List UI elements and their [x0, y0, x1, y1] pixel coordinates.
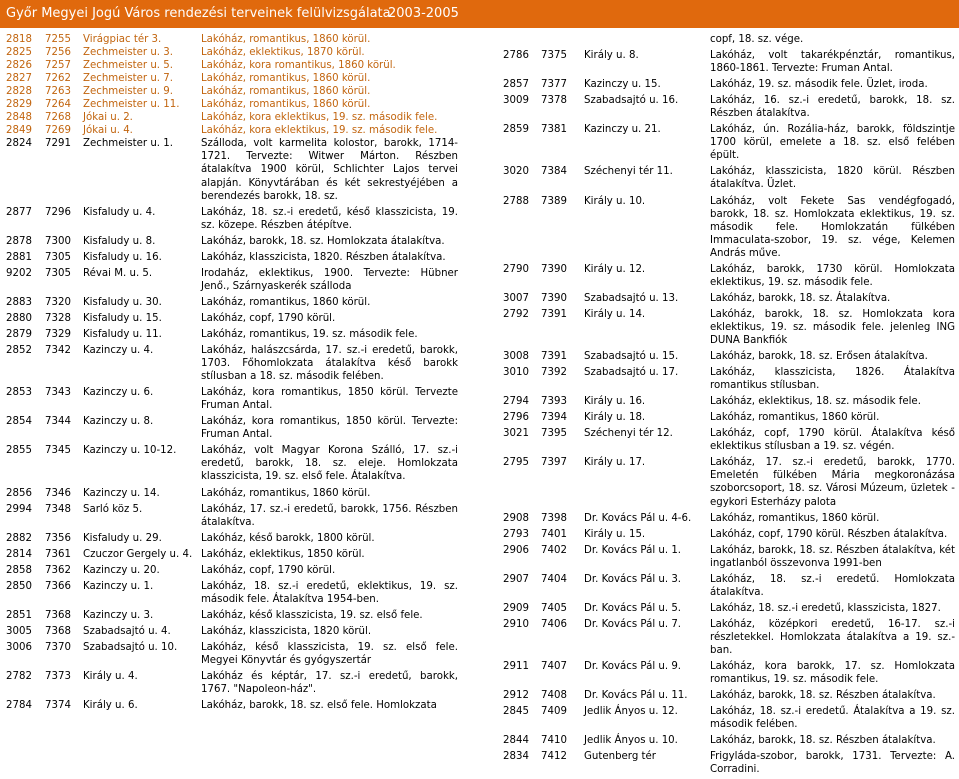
row-lot-number: 7361 [45, 548, 71, 560]
row-building-id: 2853 [6, 387, 32, 399]
row-street-address: Kisfaludy u. 29. [83, 532, 162, 544]
row-lot-number: 7407 [541, 661, 567, 673]
row-street-address: Király u. 15. [584, 528, 646, 540]
row-street-address: Kisfaludy u. 4. [83, 206, 156, 218]
row-street-address: Kisfaludy u. 30. [83, 296, 162, 308]
row-description: Lakóház, romantikus, 1860 körül. [201, 99, 371, 111]
right-column [503, 33, 955, 779]
row-building-id: 2854 [6, 416, 32, 428]
table-row [6, 124, 458, 137]
header-title: Győr Megyei Jogú Város rendezési terveinek felülvizsgálata [6, 6, 391, 21]
table-row [503, 263, 955, 289]
row-lot-number: 7390 [541, 292, 567, 304]
table-row [6, 296, 458, 309]
table-row [503, 78, 955, 91]
table-row [6, 699, 458, 712]
table-row [6, 111, 458, 124]
row-lot-number: 7343 [45, 387, 71, 399]
row-building-id: 2790 [503, 263, 529, 275]
row-description: Lakóház, halászcsárda, 17. sz.-i eredetű, barokk, 1703. Főhomlokzata átalakítva késő barokk stílusban a 18. sz. második felében. [201, 345, 458, 383]
row-lot-number: 7374 [45, 700, 71, 712]
table-row [6, 206, 458, 232]
row-lot-number: 7393 [541, 396, 567, 408]
table-row [503, 165, 955, 191]
table-row [503, 512, 955, 525]
row-building-id: 2909 [503, 602, 529, 614]
row-description: Lakóház, késő klasszicista, 19. sz. első fele. [201, 609, 423, 621]
row-description: Lakóház, barokk, 18. sz. Homlokzata átalakítva. [201, 235, 445, 247]
row-street-address: Czuczor Gergely u. 4. [83, 548, 193, 560]
row-street-address: Szabadsajtó u. 13. [584, 292, 679, 304]
row-description: Lakóház, 18. sz.-i eredetű. Homlokzata átalakítva. [710, 573, 955, 598]
row-street-address: Jedlik Ányos u. 10. [584, 735, 678, 747]
row-description: Lakóház, kora romantikus, 1850 körül. Tervezte Fruman Antal. [201, 387, 458, 412]
row-street-address: Zechmeister u. 5. [83, 60, 173, 72]
row-lot-number: 7392 [541, 367, 567, 379]
row-description: Lakóház, eklektikus, 1850 körül. [201, 548, 365, 560]
table-row [503, 292, 955, 305]
row-description: Lakóház, klasszicista, 1820 körül. [201, 625, 372, 637]
row-lot-number: 7377 [541, 79, 567, 91]
table-row [503, 308, 955, 347]
row-building-id: 2856 [6, 487, 32, 499]
row-street-address: Kazinczy u. 15. [584, 79, 661, 91]
row-street-address: Zechmeister u. 11. [83, 99, 180, 111]
row-building-id: 2844 [503, 735, 529, 747]
table-row [6, 548, 458, 561]
row-building-id: 3005 [6, 625, 32, 637]
row-lot-number: 7346 [45, 487, 71, 499]
row-lot-number: 7378 [541, 95, 567, 107]
row-description: Lakóház, barokk, 18. sz. Részben átalakítva, két ingatlanból összevonva 1991-ben [710, 544, 955, 569]
row-street-address: Szabadsajtó u. 16. [584, 95, 679, 107]
row-lot-number: 7345 [45, 445, 71, 457]
row-description: Lakóház, barokk, 18. sz. Részben átalakítva. [710, 690, 936, 702]
row-lot-number: 7409 [541, 706, 567, 718]
row-street-address: Révai M. u. 5. [83, 267, 153, 279]
row-building-id: 2908 [503, 512, 529, 524]
row-description: Lakóház, barokk, 18. sz. Homlokzata kora eklektikus, 19. sz. második fele. jelenleg ING DUNA Bankfiók [710, 308, 955, 346]
row-building-id: 2852 [6, 345, 32, 357]
table-row [6, 532, 458, 545]
row-building-id: 3006 [6, 641, 32, 653]
row-building-id: 2795 [503, 457, 529, 469]
row-lot-number: 7406 [541, 618, 567, 630]
row-lot-number: 7268 [45, 112, 71, 124]
row-description: Lakóház és képtár, 17. sz.-i eredetű, barokk, 1767. "Napoleon-ház". [201, 671, 458, 696]
row-lot-number: 7368 [45, 609, 71, 621]
table-row [503, 94, 955, 120]
row-street-address: Kazinczy u. 6. [83, 387, 154, 399]
row-lot-number: 7269 [45, 125, 71, 137]
row-lot-number: 7401 [541, 528, 567, 540]
table-row [503, 544, 955, 570]
table-row [6, 625, 458, 638]
left-column [6, 33, 458, 715]
row-building-id: 2829 [6, 99, 32, 111]
table-row [503, 366, 955, 392]
row-street-address: Zechmeister u. 3. [83, 47, 173, 59]
row-street-address: Király u. 6. [83, 700, 138, 712]
row-description: Lakóház, romantikus, 1860 körül. [710, 412, 880, 424]
row-lot-number: 7366 [45, 580, 71, 592]
row-lot-number: 7255 [45, 34, 71, 45]
row-street-address: Dr. Kovács Pál u. 11. [584, 690, 688, 702]
row-description: Lakóház, volt takarékpénztár, romantikus, 1860-1861. Tervezte: Fruman Antal. [710, 50, 955, 75]
row-street-address: Kazinczy u. 21. [584, 124, 661, 136]
row-building-id: 2828 [6, 86, 32, 98]
row-lot-number: 7395 [541, 428, 567, 440]
table-row [6, 564, 458, 577]
row-street-address: Kazinczy u. 20. [83, 564, 160, 576]
row-building-id: 2851 [6, 609, 32, 621]
row-building-id: 2827 [6, 73, 32, 85]
table-row [6, 344, 458, 383]
row-description: Lakóház, volt Magyar Korona Szálló, 17. sz.-i eredetű, barokk, 18. sz. eleje. Homlokzata klasszicista, 19. sz. első fele. Átalakítva. [201, 445, 458, 483]
row-street-address: Király u. 10. [584, 195, 646, 207]
table-row [6, 444, 458, 483]
table-row [6, 386, 458, 412]
row-lot-number: 7389 [541, 195, 567, 207]
row-lot-number: 7256 [45, 47, 71, 59]
row-street-address: Kisfaludy u. 15. [83, 312, 162, 324]
row-description: Lakóház, copf, 1790 körül. [201, 312, 336, 324]
table-row [6, 503, 458, 529]
row-lot-number: 7344 [45, 416, 71, 428]
row-building-id: 2825 [6, 47, 32, 59]
table-row [6, 641, 458, 667]
row-street-address: Kisfaludy u. 16. [83, 251, 162, 263]
row-description: Lakóház, középkori eredetű, 16-17. sz.-i részletekkel. Homlokzata átalakítva a 19. sz.-ban. [710, 618, 955, 656]
row-building-id: 2845 [503, 706, 529, 718]
row-description: Lakóház, romantikus, 1860 körül. [201, 86, 371, 98]
row-building-id: 2882 [6, 532, 32, 544]
row-description: Lakóház, 17. sz.-i eredetű, barokk, 1756. Részben átalakítva. [201, 503, 458, 528]
row-building-id: 2794 [503, 396, 529, 408]
table-row [6, 312, 458, 325]
row-lot-number: 7398 [541, 512, 567, 524]
row-description: Lakóház, barokk, 18. sz. első fele. Homlokzata [201, 700, 437, 712]
row-description: Lakóház, 19. sz. második fele. Üzlet, iroda. [710, 79, 928, 91]
table-row [6, 415, 458, 441]
table-row [503, 456, 955, 508]
row-building-id: 2849 [6, 125, 32, 137]
table-row [503, 395, 955, 408]
row-street-address: Kazinczy u. 14. [83, 487, 160, 499]
row-lot-number: 7328 [45, 312, 71, 324]
row-description: Lakóház, kora eklektikus, 19. sz. második fele. [201, 112, 438, 124]
table-row [6, 98, 458, 111]
table-row [503, 195, 955, 260]
row-building-id: 3021 [503, 428, 529, 440]
row-description: Irodaház, eklektikus, 1900. Tervezte: Hübner Jenő., Szárnyaskerék szálloda [201, 267, 458, 292]
table-row [6, 46, 458, 59]
row-description: Lakóház, kora romantikus, 1850 körül. Tervezte: Fruman Antal. [201, 416, 458, 441]
table-row [503, 123, 955, 162]
row-lot-number: 7305 [45, 267, 71, 279]
row-street-address: Szabadsajtó u. 4. [83, 625, 171, 637]
row-lot-number: 7394 [541, 412, 567, 424]
row-building-id: 2788 [503, 195, 529, 207]
table-row [6, 33, 458, 46]
row-description: Lakóház, romantikus, 1860 körül. [201, 296, 371, 308]
row-street-address: Szabadsajtó u. 10. [83, 641, 178, 653]
row-building-id: 2859 [503, 124, 529, 136]
row-description: Szálloda, volt karmelita kolostor, barokk, 1714-1721. Tervezte: Witwer Márton. Részben átalakítva 1900 körül, Schlichter Lajos tervei alapján. Könyvtárában és két sekrestyéjében a berendezés barokk, 18. sz. [201, 138, 458, 202]
row-description: Frigyláda-szobor, barokk, 1731. Tervezte: A. Corradini. [710, 751, 955, 776]
row-street-address: Király u. 14. [584, 308, 646, 320]
row-building-id: 2796 [503, 412, 529, 424]
table-row [503, 33, 955, 46]
row-building-id: 2786 [503, 50, 529, 62]
row-street-address: Dr. Kovács Pál u. 3. [584, 573, 682, 585]
row-building-id: 2881 [6, 251, 32, 263]
row-building-id: 2912 [503, 690, 529, 702]
row-lot-number [541, 33, 584, 46]
row-street-address: Zechmeister u. 9. [83, 86, 173, 98]
row-street-address: Zechmeister u. 7. [83, 73, 173, 85]
row-lot-number: 7370 [45, 641, 71, 653]
row-street-address: Kazinczy u. 3. [83, 609, 154, 621]
row-description: Lakóház, barokk, 18. sz. Erősen átalakítva. [710, 351, 928, 363]
row-street-address: Jókai u. 2. [83, 112, 133, 124]
row-building-id: 2793 [503, 528, 529, 540]
row-lot-number: 7375 [541, 50, 567, 62]
row-building-id: 2782 [6, 671, 32, 683]
table-row [503, 618, 955, 657]
row-gap [6, 712, 458, 715]
table-row [6, 235, 458, 248]
row-lot-number: 7391 [541, 351, 567, 363]
row-street-address: Kazinczy u. 10-12. [83, 445, 177, 457]
row-building-id: 3009 [503, 95, 529, 107]
row-lot-number: 7391 [541, 308, 567, 320]
row-building-id: 2907 [503, 573, 529, 585]
table-row [503, 750, 955, 776]
header-years: 2003-2005 [388, 6, 459, 21]
table-row [503, 411, 955, 424]
row-description: Lakóház, copf, 1790 körül. Részben átalakítva. [710, 528, 948, 540]
row-description: Lakóház, volt Fekete Sas vendégfogadó, barokk, 18. sz. Homlokzata eklektikus, 19. sz. második fele. Homlokzatán fülkében Immaculata-szobor, 19. sz. vége, Kelemen András műve. [710, 195, 955, 259]
row-description: Lakóház, romantikus, 19. sz. második fele. [201, 328, 418, 340]
row-street-address: Kazinczy u. 4. [83, 345, 154, 357]
table-row [503, 734, 955, 747]
row-building-id: 2848 [6, 112, 32, 124]
row-street-address [584, 33, 710, 46]
row-description: Lakóház, copf, 1790 körül. Átalakítva késő eklektikus stílusban a 19. sz. végén. [710, 428, 955, 453]
row-lot-number: 7405 [541, 602, 567, 614]
row-lot-number: 7348 [45, 503, 71, 515]
row-lot-number: 7404 [541, 573, 567, 585]
row-description: Lakóház, romantikus, 1860 körül. [710, 512, 880, 524]
row-lot-number: 7408 [541, 690, 567, 702]
row-lot-number: 7305 [45, 251, 71, 263]
row-building-id: 2826 [6, 60, 32, 72]
table-row [6, 137, 458, 202]
row-building-id: 9202 [6, 267, 32, 279]
page-header [0, 0, 959, 28]
row-building-id: 2857 [503, 79, 529, 91]
row-building-id: 3010 [503, 367, 529, 379]
row-street-address: Dr. Kovács Pál u. 4-6. [584, 512, 692, 524]
row-building-id: 2910 [503, 618, 529, 630]
row-description: Lakóház, 16. sz.-i eredetű, barokk, 18. sz. Részben átalakítva. [710, 95, 955, 120]
table-row [6, 267, 458, 293]
row-description: Lakóház, klasszicista, 1826. Átalakítva romantikus stílusban. [710, 367, 955, 392]
row-description: Lakóház, kora romantikus, 1860 körül. [201, 60, 396, 72]
row-lot-number: 7410 [541, 735, 567, 747]
row-description: Lakóház, kora eklektikus, 19. sz. második fele. [201, 125, 438, 137]
row-building-id: 2906 [503, 544, 529, 556]
row-street-address: Király u. 17. [584, 457, 646, 469]
row-building-id: 2784 [6, 700, 32, 712]
row-street-address: Kazinczy u. 8. [83, 416, 154, 428]
row-street-address: Király u. 8. [584, 50, 639, 62]
row-description: Lakóház, 18. sz.-i eredetű, eklektikus, 19. sz. második fele. Átalakítva 1954-ben. [201, 580, 458, 605]
row-lot-number: 7373 [45, 671, 71, 683]
row-lot-number: 7291 [45, 138, 71, 150]
table-row [6, 580, 458, 606]
row-description: Lakóház, barokk, 1730 körül. Homlokzata eklektikus, 19. sz. második fele. [710, 263, 955, 288]
row-street-address: Dr. Kovács Pál u. 5. [584, 602, 682, 614]
row-street-address: Dr. Kovács Pál u. 7. [584, 618, 682, 630]
row-lot-number: 7329 [45, 328, 71, 340]
row-building-id: 2855 [6, 445, 32, 457]
row-description: Lakóház, eklektikus, 18. sz. második fele. [710, 396, 921, 408]
row-street-address: Gutenberg tér [584, 751, 656, 763]
row-building-id: 2850 [6, 580, 32, 592]
table-row [6, 72, 458, 85]
table-row [6, 670, 458, 696]
row-building-id: 2877 [6, 206, 32, 218]
table-row [6, 609, 458, 622]
row-street-address: Zechmeister u. 1. [83, 138, 173, 150]
row-street-address: Szabadsajtó u. 17. [584, 367, 679, 379]
table-row [503, 689, 955, 702]
row-street-address: Széchenyi tér 12. [584, 428, 673, 440]
row-description: Lakóház, romantikus, 1860 körül. [201, 34, 371, 45]
row-building-id: 3007 [503, 292, 529, 304]
row-lot-number: 7264 [45, 99, 71, 111]
row-description: Lakóház, klasszicista, 1820 körül. Részben átalakítva. Üzlet. [710, 166, 955, 191]
table-row [6, 59, 458, 72]
row-description: Lakóház, klasszicista, 1820. Részben átalakítva. [201, 251, 446, 263]
row-building-id: 3008 [503, 351, 529, 363]
row-description: Lakóház, 17. sz.-i eredetű, barokk, 1770. Emeletén fülkében Mária megkoronázása szoborcsoport, 18. sz. Városi Múzeum, üzletek - egykori Esterházy palota [710, 457, 955, 508]
row-lot-number: 7257 [45, 60, 71, 72]
table-row [503, 350, 955, 363]
row-description: Lakóház, romantikus, 1860 körül. [201, 73, 371, 85]
row-description: Lakóház, kora barokk, 17. sz. Homlokzata romantikus, 19. sz. második fele. [710, 661, 955, 686]
table-row [503, 427, 955, 453]
row-street-address: Kisfaludy u. 8. [83, 235, 156, 247]
row-lot-number: 7381 [541, 124, 567, 136]
row-lot-number: 7402 [541, 544, 567, 556]
row-building-id: 3020 [503, 166, 529, 178]
row-street-address: Király u. 4. [83, 671, 138, 683]
row-building-id: 2878 [6, 235, 32, 247]
row-description: Lakóház, romantikus, 1860 körül. [201, 487, 371, 499]
row-description: Lakóház, késő klasszicista, 19. sz. első fele. Megyei Könyvtár és gyógyszertár [201, 641, 458, 667]
table-row [503, 660, 955, 686]
row-lot-number: 7356 [45, 532, 71, 544]
row-description: Lakóház, ún. Rozália-ház, barokk, földszintje 1700 körül, emelete a 18. sz. első felében épült. [710, 124, 955, 162]
row-street-address: Király u. 16. [584, 396, 646, 408]
row-building-id: 2818 [6, 34, 32, 45]
row-street-address: Széchenyi tér 11. [584, 166, 673, 178]
table-row [503, 705, 955, 731]
row-building-id: 2911 [503, 661, 529, 673]
row-lot-number: 7397 [541, 457, 567, 469]
row-description: Lakóház, 18. sz.-i eredetű, klasszicista, 1827. [710, 602, 941, 614]
row-lot-number: 7296 [45, 206, 71, 218]
row-description: Lakóház, 18. sz.-i eredetű. Átalakítva a 19. sz. második felében. [710, 706, 955, 731]
row-street-address: Jókai u. 4. [83, 125, 133, 137]
row-description: Lakóház, barokk, 18. sz. Részben átalakítva. [710, 735, 936, 747]
table-row [503, 602, 955, 615]
row-lot-number: 7412 [541, 751, 567, 763]
table-row [503, 49, 955, 75]
row-street-address: Király u. 12. [584, 263, 646, 275]
row-building-id: 2994 [6, 503, 32, 515]
row-building-id: 2879 [6, 328, 32, 340]
table-row [6, 328, 458, 341]
row-street-address: Király u. 18. [584, 412, 646, 424]
row-description: Lakóház, copf, 1790 körül. [201, 564, 336, 576]
row-street-address: Kisfaludy u. 11. [83, 328, 162, 340]
row-lot-number: 7362 [45, 564, 71, 576]
row-building-id: 2858 [6, 564, 32, 576]
row-street-address: Szabadsajtó u. 15. [584, 351, 679, 363]
row-description: copf, 18. sz. vége. [710, 34, 804, 45]
table-row [503, 528, 955, 541]
table-row [6, 251, 458, 264]
row-lot-number: 7368 [45, 625, 71, 637]
row-building-id: 2792 [503, 308, 529, 320]
row-description: Lakóház, késő barokk, 1800 körül. [201, 532, 375, 544]
table-row [503, 573, 955, 599]
row-building-id: 2814 [6, 548, 32, 560]
row-lot-number: 7342 [45, 345, 71, 357]
row-building-id [503, 33, 541, 46]
row-street-address: Sarló köz 5. [83, 503, 143, 515]
row-street-address: Jedlik Ányos u. 12. [584, 706, 678, 718]
row-description: Lakóház, barokk, 18. sz. Átalakítva. [710, 292, 891, 304]
row-building-id: 2883 [6, 296, 32, 308]
row-street-address: Virágpiac tér 3. [83, 34, 162, 45]
row-lot-number: 7390 [541, 263, 567, 275]
row-street-address: Dr. Kovács Pál u. 9. [584, 661, 682, 673]
row-street-address: Dr. Kovács Pál u. 1. [584, 544, 682, 556]
row-street-address: Kazinczy u. 1. [83, 580, 154, 592]
row-description: Lakóház, 18. sz.-i eredetű, késő klasszicista, 19. sz. közepe. Részben átépítve. [201, 206, 458, 231]
row-lot-number: 7300 [45, 235, 71, 247]
row-lot-number: 7384 [541, 166, 567, 178]
row-building-id: 2880 [6, 312, 32, 324]
row-description: Lakóház, eklektikus, 1870 körül. [201, 47, 365, 59]
row-building-id: 2834 [503, 751, 529, 763]
table-row [6, 85, 458, 98]
row-lot-number: 7263 [45, 86, 71, 98]
row-building-id: 2824 [6, 138, 32, 150]
row-lot-number: 7262 [45, 73, 71, 85]
row-lot-number: 7320 [45, 296, 71, 308]
table-row [6, 487, 458, 500]
